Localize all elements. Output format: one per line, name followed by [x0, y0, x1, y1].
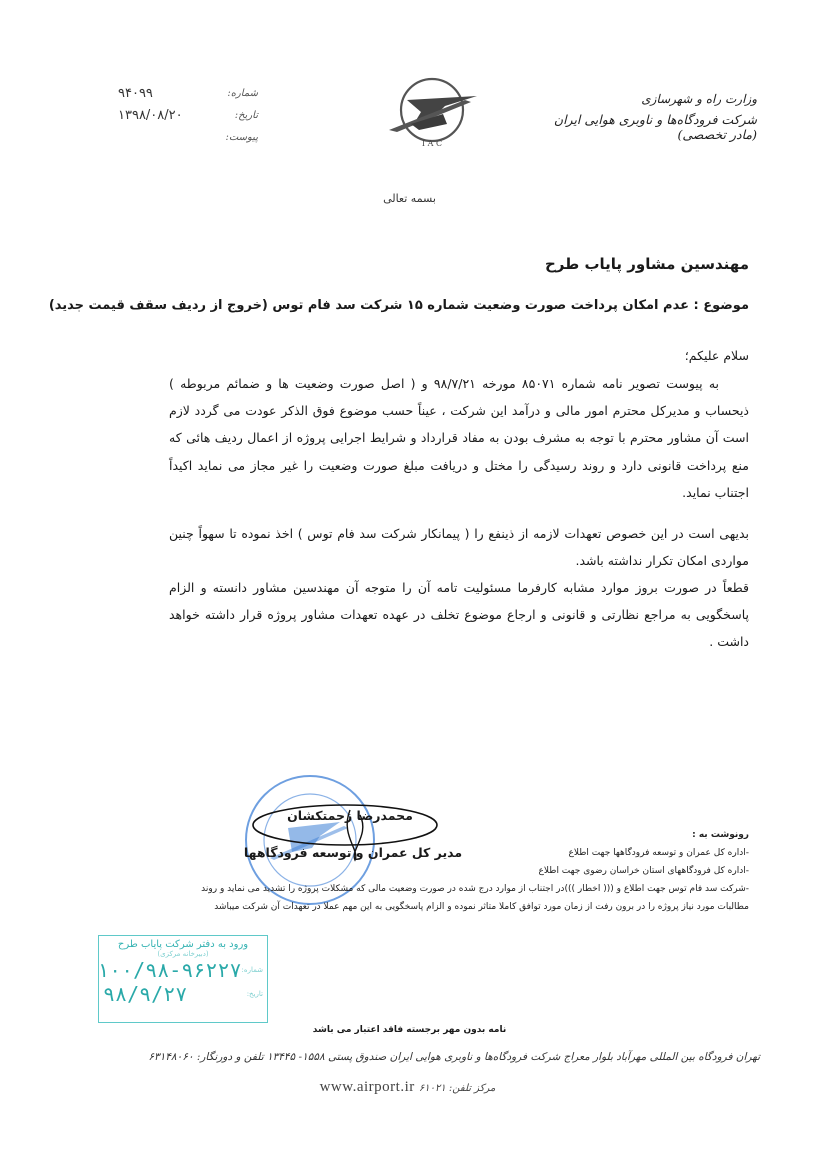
company-name: شرکت فرودگاه‌ها و ناوبری هوایی ایران (مادر تخصصی) [553, 112, 757, 142]
addressee: مهندسین مشاور پایاب طرح [544, 255, 749, 273]
date-row [118, 104, 258, 126]
receipt-date: ۹۸/۹/۲۷ [103, 982, 188, 1006]
body-paragraph-2 [169, 520, 749, 574]
attachment-row [118, 126, 258, 148]
body-paragraph-3 [169, 574, 749, 656]
receipt-subtitle: (دبیرخانه مرکزی) [157, 950, 209, 958]
date-label: تاریخ: [234, 109, 258, 121]
cc-item: -شرکت سد فام توس جهت اطلاع و ((( اخطار )))در اجتناب از موارد درج شده در صورت وضعیت مالی که مشکلات پروژه را تشدید می نماید و روند مطالبات مورد نیاز پروژه را در برون رفت از زمان مورد توافق کاملا متاثر نموده و الزام پاسخگویی به این مهم عملا در تعهدات آن شرکت میباشد [201, 884, 749, 912]
bismillah: بسمه تعالی [383, 192, 436, 205]
paragraph-text: قطعاً در صورت بروز موارد مشابه کارفرما مسئولیت تامه آن را متوجه آن مهندسین مشاور دانسته و الزام پاسخگویی به مراجع نظارتی و قانونی و ارجاع موضوع تخلف در عهده تعهدات مشاور پروژه قرار داشته خواهد داشت . [169, 580, 749, 650]
footer-phone: مرکز تلفن: ۶۱۰۲۱ [418, 1083, 496, 1094]
cc-heading: رونوشت به : [692, 830, 749, 840]
receipt-number-label: شماره: [241, 966, 263, 974]
attachment-label: پیوست: [225, 131, 258, 143]
subject-line: موضوع : عدم امکان پرداخت صورت وضعیت شماره ۱۵ شرکت سد فام توس (خروج از ردیف سقف قیمت جدید) [48, 298, 749, 313]
validity-note: نامه بدون مهر برجسته فاقد اعتبار می باشد [312, 1025, 507, 1035]
letter-meta [118, 82, 258, 148]
ministry-name: وزارت راه و شهرسازی [641, 92, 757, 106]
receipt-date-label: تاریخ: [246, 990, 263, 998]
number-row [118, 82, 258, 104]
letter-date: ۱۳۹۸/۰۸/۲۰ [118, 107, 183, 123]
letter-number: ۹۴۰۹۹ [118, 85, 153, 101]
receipt-number: ۱۰۰/۹۸-۹۶۲۲۷ [97, 958, 242, 982]
cc-item: -اداره کل عمران و توسعه فرودگاهها جهت اطلاع [568, 848, 749, 858]
cc-item: -اداره کل فرودگاههای استان خراسان رضوی جهت اطلاع [538, 866, 749, 876]
paragraph-text: بدیهی است در این خصوص تعهدات لازمه از ذینفع را ( پیمانکار شرکت سد فام توس ) اخذ نموده تا سهواً چنین مواردی امکان تکرار نداشته باشد. [169, 526, 749, 569]
receipt-date-row [99, 982, 267, 1006]
number-label: شماره: [227, 87, 258, 99]
organization-block [527, 92, 757, 142]
website-link[interactable]: www.airport.ir [319, 1079, 415, 1095]
signer-name: محمدرضا زحمتکشان [287, 808, 413, 823]
body-paragraph-1 [169, 370, 749, 506]
receipt-stamp [98, 935, 268, 1023]
signer-title: مدیر کل عمران و توسعه فرودگاهها [243, 845, 463, 860]
receipt-title: ورود به دفتر شرکت پایاب طرح [117, 939, 249, 950]
paragraph-text: به پیوست تصویر نامه شماره ۸۵۰۷۱ مورخه ۹۸/۷/۲۱ و ( اصل صورت وضعیت ها و ضمائم مربوطه ) ذیحساب و مدیرکل محترم امور مالی و درآمد این شرکت ، عیناً حسب موضوع فوق الذکر عودت می گردد لازم است آن مشاور محترم با توجه به مشرف بودن به مفاد قرارداد و شرایط اجرایی پروژه از اعمال ردیف هائی که منع پرداخت قانونی دارد و روند رسیدگی را مختل و دریافت مبلغ صورت وضعیت را غیر مجاز می نماید اکیداً اجتناب نماید. [169, 376, 749, 500]
footer-contact [0, 1079, 819, 1096]
receipt-number-row [99, 958, 267, 982]
greeting: سلام علیکم؛ [684, 348, 749, 363]
footer-address: تهران فرودگاه بین المللی مهرآباد بلوار معراج شرکت فرودگاه‌ها و ناوبری هوایی ایران صندوق پستی ۱۵۵۸- ۱۳۴۴۵ تلفن و دورنگار: ۶۳۱۴۸۰۶۰ [148, 1051, 760, 1063]
iac-logo [385, 72, 485, 152]
logo-text: I A C [421, 139, 443, 148]
cc-list [189, 826, 749, 916]
